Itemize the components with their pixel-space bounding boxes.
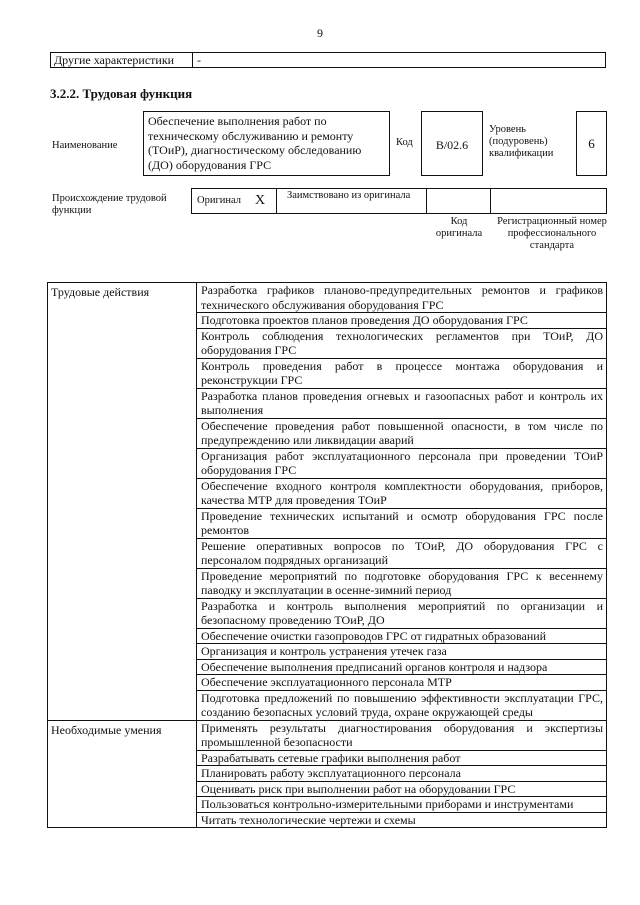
code-label: Код bbox=[396, 137, 413, 148]
origin-reg-number-cell bbox=[491, 189, 606, 213]
other-characteristics-value: - bbox=[197, 53, 201, 67]
required-skills-row bbox=[48, 720, 607, 750]
labor-actions-item: Проведение мероприятий по подготовке оборудования ГРС к весеннему паводку и эксплуатации в осенне-зимний период bbox=[197, 568, 607, 598]
labor-actions-item: Подготовка проектов планов проведения ДО оборудования ГРС bbox=[197, 313, 607, 329]
section-title: 3.2.2. Трудовая функция bbox=[50, 86, 193, 101]
labor-actions-item: Проведение технических испытаний и осмотр оборудования ГРС после ремонтов bbox=[197, 508, 607, 538]
labor-actions-item: Организация и контроль устранения утечек газа bbox=[197, 644, 607, 660]
labor-actions-item: Контроль соблюдения технологических регламентов при ТОиР, ДО оборудования ГРС bbox=[197, 328, 607, 358]
name-label: Наименование bbox=[52, 140, 118, 151]
required-skills-item: Применять результаты диагностирования оборудования и экспертизы промышленной безопасности bbox=[197, 720, 607, 750]
labor-actions-item: Решение оперативных вопросов по ТОиР, ДО оборудования ГРС с персоналом подрядных организаций bbox=[197, 538, 607, 568]
labor-actions-item: Обеспечение входного контроля комплектности оборудования, приборов, качества МТР для проведения ТОиР bbox=[197, 478, 607, 508]
labor-actions-item: Контроль проведения работ в процессе монтажа оборудования и реконструкции ГРС bbox=[197, 358, 607, 388]
origin-mark-cell: X bbox=[244, 189, 277, 213]
labor-actions-item: Подготовка предложений по повышению эффективности эксплуатации ГРС, созданию безопасных условий труда, охране окружающей среды bbox=[197, 690, 607, 720]
origin-code-cell bbox=[427, 189, 491, 213]
required-skills-item: Оценивать риск при выполнении работ на оборудовании ГРС bbox=[197, 781, 607, 797]
labor-actions-item: Обеспечение очистки газопроводов ГРС от гидратных образований bbox=[197, 628, 607, 644]
function-details-body bbox=[48, 283, 607, 828]
page-number: 9 bbox=[317, 26, 323, 40]
function-details-table bbox=[47, 282, 607, 828]
labor-actions-label: Трудовые действия bbox=[48, 283, 197, 721]
qualification-level-label: Уровень (подуровень) квалификации bbox=[489, 124, 554, 159]
origin-borrowed-cell: Заимствовано из оригинала bbox=[287, 189, 427, 213]
other-characteristics-label: Другие характеристики bbox=[51, 53, 193, 67]
labor-actions-item: Организация работ эксплуатационного персонала при проведении ТОиР оборудования ГРС bbox=[197, 448, 607, 478]
function-name-box: Обеспечение выполнения работ по техническому обслуживанию и ремонту (ТОиР), диагностическому обследованию (ДО) оборудования ГРС bbox=[143, 111, 390, 176]
origin-original-cell: Оригинал bbox=[197, 195, 241, 206]
required-skills-label: Необходимые умения bbox=[48, 720, 197, 828]
labor-actions-item: Обеспечение проведения работ повышенной опасности, в том числе по предупреждению или ликвидации аварий bbox=[197, 418, 607, 448]
labor-actions-item: Обеспечение выполнения предписаний органов контроля и надзора bbox=[197, 659, 607, 675]
labor-actions-row bbox=[48, 283, 607, 313]
other-characteristics-row bbox=[50, 52, 606, 68]
labor-actions-item: Разработка и контроль выполнения мероприятий по организации и безопасному проведению ТОиР, ДО bbox=[197, 598, 607, 628]
required-skills-item: Разрабатывать сетевые графики выполнения работ bbox=[197, 750, 607, 766]
origin-table bbox=[191, 188, 607, 214]
code-value-box: В/02.6 bbox=[421, 111, 483, 176]
required-skills-item: Пользоваться контрольно-измерительными приборами и инструментами bbox=[197, 797, 607, 813]
labor-actions-item: Разработка графиков планово-предупредительных ремонтов и графиков технического обслуживания оборудования ГРС bbox=[197, 283, 607, 313]
origin-label: Происхождение трудовой функции bbox=[52, 193, 167, 216]
labor-actions-item: Обеспечение эксплуатационного персонала МТР bbox=[197, 675, 607, 691]
registration-number-caption: Регистрационный номер профессионального стандарта bbox=[497, 216, 607, 251]
original-code-caption: Код оригинала bbox=[435, 216, 483, 239]
required-skills-item: Планировать работу эксплуатационного персонала bbox=[197, 766, 607, 782]
qualification-level-box: 6 bbox=[576, 111, 607, 176]
labor-actions-item: Разработка планов проведения огневых и газоопасных работ и контроль их выполнения bbox=[197, 388, 607, 418]
required-skills-item: Читать технологические чертежи и схемы bbox=[197, 812, 607, 828]
